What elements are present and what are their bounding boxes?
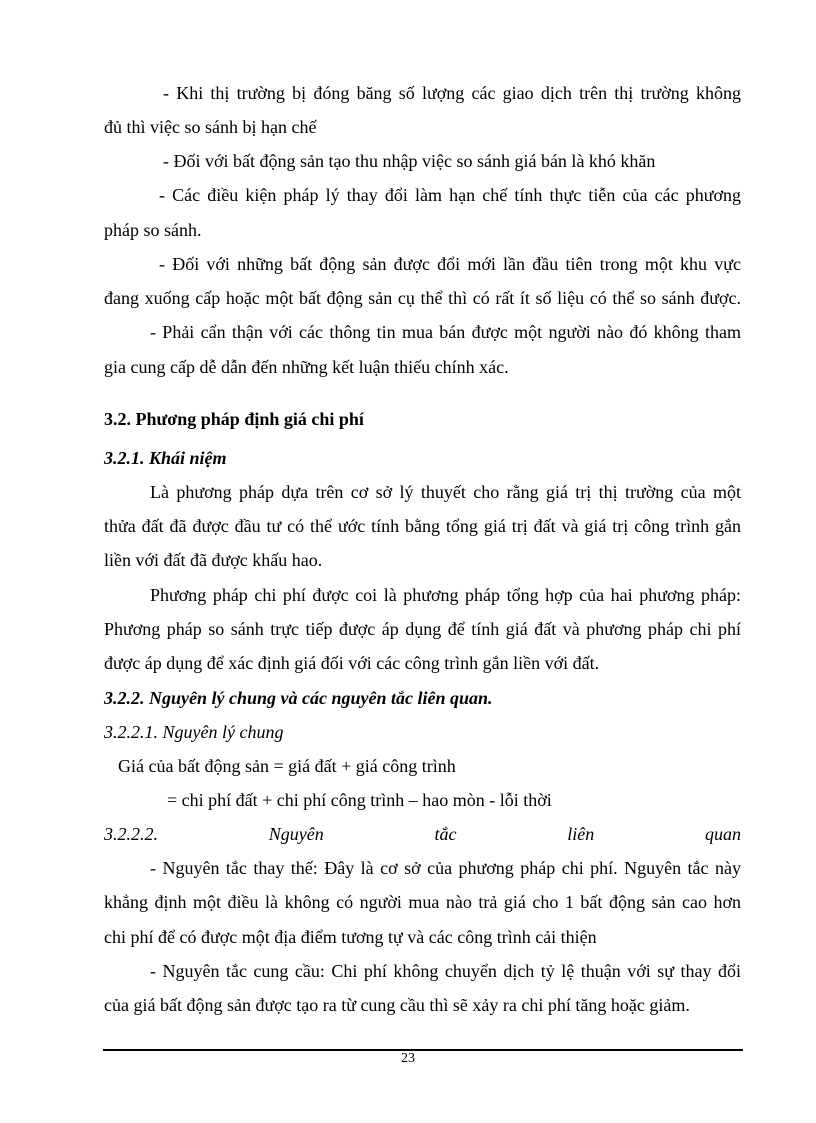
body-text-line: - Nguyên tắc thay thế: Đây là cơ sở của phương pháp chi phí. Nguyên tắc này (150, 858, 741, 878)
body-text-line: pháp so sánh. (104, 220, 202, 240)
body-text-line: - Đối với những bất động sản được đổi mới lần đầu tiên trong một khu vực (159, 254, 741, 274)
body-text-line: Là phương pháp dựa trên cơ sở lý thuyết cho rằng giá trị thị trường của một (150, 482, 741, 502)
body-text-line: - Các điều kiện pháp lý thay đổi làm hạn chế tính thực tiễn của các phương (159, 185, 741, 205)
body-text-line: Phương pháp so sánh trực tiếp được áp dụng để tính giá đất và phương pháp chi phí (104, 619, 741, 639)
body-text-line: Phương pháp chi phí được coi là phương pháp tổng hợp của hai phương pháp: (150, 585, 741, 605)
section-heading: 3.2. Phương pháp định giá chi phí (104, 409, 364, 429)
subsection-heading: 3.2.2. Nguyên lý chung và các nguyên tắc liên quan. (104, 688, 493, 708)
subsection-heading: 3.2.1. Khái niệm (104, 448, 227, 468)
heading-word: tắc (434, 824, 457, 844)
body-text-line: gia cung cấp dễ dẫn đến những kết luận thiếu chính xác. (104, 357, 509, 377)
body-text-line: liền với đất đã được khấu hao. (104, 550, 323, 570)
subsubsection-heading: 3.2.2.1. Nguyên lý chung (104, 722, 284, 742)
formula-line: Giá của bất động sản = giá đất + giá công trình (118, 756, 456, 776)
body-text-line: - Đối với bất động sản tạo thu nhập việc so sánh giá bán là khó khăn (163, 151, 656, 171)
subsubsection-heading (104, 823, 741, 845)
page-number: 23 (401, 1051, 415, 1066)
body-text-line: đang xuống cấp hoặc một bất động sản cụ thể thì có rất ít số liệu có thể so sánh được. (104, 288, 741, 308)
body-text-line: đủ thì việc so sánh bị hạn chế (104, 117, 317, 137)
heading-word: quan (704, 824, 741, 844)
heading-word: Nguyên (268, 824, 324, 844)
body-text-line: chi phí để có được một địa điểm tương tự và các công trình cải thiện (104, 927, 597, 947)
body-text-line: - Phải cẩn thận với các thông tin mua bán được một người nào đó không tham (150, 322, 741, 342)
formula-line: = chi phí đất + chi phí công trình – hao mòn - lỗi thời (167, 790, 552, 810)
body-text-line: của giá bất động sản được tạo ra từ cung cầu thì sẽ xảy ra chi phí tăng hoặc giảm. (104, 995, 690, 1015)
body-text-line: khẳng định một điều là không có người mua nào trả giá cho 1 bất động sản cao hơn (104, 892, 741, 912)
heading-word: liên (567, 824, 595, 844)
heading-word: 3.2.2.2. (104, 824, 158, 844)
body-text-line: - Nguyên tắc cung cầu: Chi phí không chuyển dịch tỷ lệ thuận với sự thay đổi (150, 961, 741, 981)
body-text-line: thửa đất đã được đầu tư có thể ước tính bằng tổng giá trị đất và giá trị công trình gắn (104, 516, 741, 536)
body-text-line: - Khi thị trường bị đóng băng số lượng các giao dịch trên thị trường không (163, 83, 741, 103)
body-text-line: được áp dụng để xác định giá đối với các công trình gắn liền với đất. (104, 653, 600, 673)
